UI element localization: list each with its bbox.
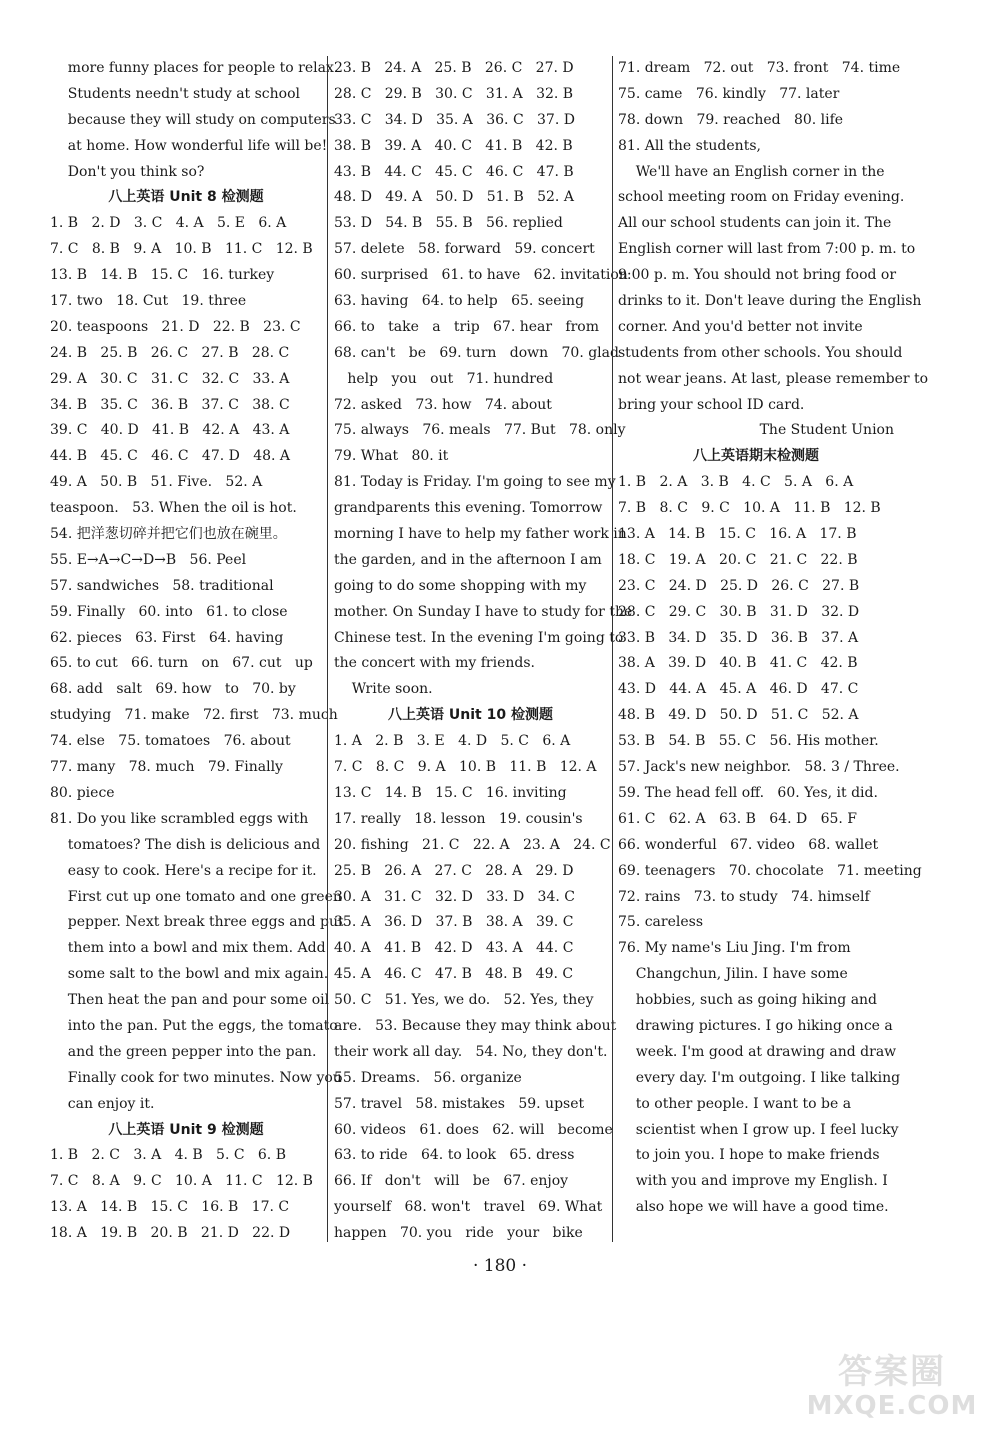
answer-line: 66. wonderful 67. video 68. wallet <box>618 836 879 853</box>
answer-line: morning I have to help my father work in <box>334 526 627 543</box>
answer-line: 13. C 14. B 15. C 16. inviting <box>334 784 567 801</box>
section-heading: 八上英语 Unit 9 检测题 <box>108 1121 264 1138</box>
answer-line: tomatoes? The dish is delicious and <box>50 836 321 853</box>
answer-line: 75. always 76. meals 77. But 78. only <box>334 422 626 439</box>
answer-line: 48. D 49. A 50. D 51. B 52. A <box>334 189 574 206</box>
answer-line: Write soon. <box>334 681 433 698</box>
answer-line: studying 71. make 72. first 73. much <box>50 707 338 724</box>
answer-line: 28. C 29. C 30. B 31. D 32. D <box>618 603 860 620</box>
answer-line: can enjoy it. <box>50 1095 155 1112</box>
answer-line: some salt to the bowl and mix again. <box>50 966 329 983</box>
answer-line: 40. A 41. B 42. D 43. A 44. C <box>334 940 574 957</box>
answer-line: 23. B 24. A 25. B 26. C 27. D <box>334 60 574 76</box>
watermark-logo <box>802 1352 982 1424</box>
answer-line: 20. fishing 21. C 22. A 23. A 24. C <box>334 836 611 853</box>
answer-line: 66. to take a trip 67. hear from <box>334 318 600 335</box>
answer-line: happen 70. you ride your bike <box>334 1225 583 1242</box>
answer-line: 81. Today is Friday. I'm going to see my <box>334 474 616 491</box>
answer-line: pepper. Next break three eggs and put <box>50 914 344 931</box>
answer-line: 81. Do you like scrambled eggs with <box>50 810 309 827</box>
answer-line: 33. C 34. D 35. A 36. C 37. D <box>334 111 575 128</box>
answer-line: 60. surprised 61. to have 62. invitation <box>334 267 628 284</box>
answer-line: 68. add salt 69. how to 70. by <box>50 681 296 698</box>
answer-line: their work all day. 54. No, they don't. <box>334 1043 608 1060</box>
answer-line: 65. to cut 66. turn on 67. cut up <box>50 655 313 672</box>
answer-line: 80. piece <box>50 784 115 801</box>
answer-line: 38. A 39. D 40. B 41. C 42. B <box>618 655 858 672</box>
answer-line: school meeting room on Friday evening. <box>618 189 905 206</box>
answer-line: the garden, and in the afternoon I am <box>334 551 602 568</box>
answer-line: 20. teaspoons 21. D 22. B 23. C <box>50 318 301 335</box>
answer-line: English corner will last from 7:00 p. m. to <box>618 241 916 258</box>
answer-line: Then heat the pan and pour some oil <box>50 992 330 1009</box>
answer-line: with you and improve my English. I <box>618 1173 888 1190</box>
answer-line: 13. A 14. B 15. C 16. B 17. C <box>50 1199 290 1216</box>
section-heading: 八上英语期末检测题 <box>693 448 819 465</box>
answer-line: 81. All the students, <box>618 137 761 154</box>
answer-line: 1. B 2. C 3. A 4. B 5. C 6. B <box>50 1147 286 1164</box>
answer-line: 7. B 8. C 9. C 10. A 11. B 12. B <box>618 500 881 517</box>
answer-line: 13. B 14. B 15. C 16. turkey <box>50 267 275 284</box>
answer-line: 7. C 8. A 9. C 10. A 11. C 12. B <box>50 1173 313 1190</box>
answer-line: 38. B 39. A 40. C 41. B 42. B <box>334 137 573 154</box>
answer-line: them into a bowl and mix them. Add <box>50 940 326 957</box>
answer-line: drawing pictures. I go hiking once a <box>618 1017 893 1034</box>
answer-line: Changchun, Jilin. I have some <box>618 966 848 983</box>
answer-line: 18. A 19. B 20. B 21. D 22. D <box>50 1225 291 1242</box>
answer-line: grandparents this evening. Tomorrow <box>334 500 603 517</box>
answer-line: going to do some shopping with my <box>334 577 587 594</box>
answer-line: because they will study on computers <box>50 111 336 128</box>
column-middle <box>334 56 633 1247</box>
answer-line: 71. dream 72. out 73. front 74. time <box>618 60 901 76</box>
answer-line: 53. B 54. B 55. C 56. His mother. <box>618 733 879 750</box>
section-heading: 八上英语 Unit 8 检测题 <box>108 189 264 206</box>
answer-line: more funny places for people to relax. <box>50 60 339 76</box>
answer-line: 75. careless <box>618 914 704 931</box>
column-right <box>618 56 929 1221</box>
answer-line: drinks to it. Don't leave during the English <box>618 293 922 310</box>
answer-line: 62. pieces 63. First 64. having <box>50 629 284 646</box>
answer-line: All our school students can join it. The <box>618 215 892 232</box>
signature-line: The Student Union <box>759 422 894 439</box>
answer-line: 35. A 36. D 37. B 38. A 39. C <box>334 914 574 931</box>
answer-line: 7. C 8. B 9. A 10. B 11. C 12. B <box>50 241 313 258</box>
answer-line: at home. How wonderful life will be! <box>50 137 328 154</box>
answer-line: 61. C 62. A 63. B 64. D 65. F <box>618 810 858 827</box>
answer-line: Don't you think so? <box>50 163 205 180</box>
answer-line: hobbies, such as going hiking and <box>618 992 878 1009</box>
answer-line: 1. B 2. D 3. C 4. A 5. E 6. A <box>50 215 287 232</box>
answer-line: 59. The head fell off. 60. Yes, it did. <box>618 784 878 801</box>
answer-line: mother. On Sunday I have to study for the <box>334 603 633 620</box>
column-divider <box>327 56 328 1242</box>
answer-line: yourself 68. won't travel 69. What <box>334 1199 603 1216</box>
answer-line: 7. C 8. C 9. A 10. B 11. B 12. A <box>334 759 597 776</box>
answer-line: and the green pepper into the pan. <box>50 1043 317 1060</box>
section-heading: 八上英语 Unit 10 检测题 <box>388 707 553 724</box>
answer-line: to other people. I want to be a <box>618 1095 852 1112</box>
answer-line: 79. What 80. it <box>334 448 449 465</box>
answer-line: 72. asked 73. how 74. about <box>334 396 552 413</box>
answer-line: 17. two 18. Cut 19. three <box>50 293 247 310</box>
answer-line: 33. B 34. D 35. D 36. B 37. A <box>618 629 859 646</box>
answer-line: 45. A 46. C 47. B 48. B 49. C <box>334 966 574 983</box>
answer-line: 29. A 30. C 31. C 32. C 33. A <box>50 370 290 387</box>
answer-line: 59. Finally 60. into 61. to close <box>50 603 288 620</box>
answer-line: Finally cook for two minutes. Now you <box>50 1069 342 1086</box>
answer-line: 74. else 75. tomatoes 76. about <box>50 733 291 750</box>
answer-line: 1. A 2. B 3. E 4. D 5. C 6. A <box>334 733 571 750</box>
answer-line: Students needn't study at school <box>50 85 300 102</box>
answer-line: 63. having 64. to help 65. seeing <box>334 293 585 310</box>
answer-line: 76. My name's Liu Jing. I'm from <box>618 940 851 957</box>
answer-line: easy to cook. Here's a recipe for it. <box>50 862 317 879</box>
answer-line: the concert with my friends. <box>334 655 535 672</box>
answer-line: 18. C 19. A 20. C 21. C 22. B <box>618 551 858 568</box>
watermark-site-text: MXQE.COM <box>806 1391 978 1421</box>
page-number: · 180 · <box>472 1256 528 1276</box>
answer-line: corner. And you'd better not invite <box>618 318 863 335</box>
answer-line: 23. C 24. D 25. D 26. C 27. B <box>618 577 860 594</box>
answer-line: We'll have an English corner in the <box>618 163 885 180</box>
answer-line: 57. sandwiches 58. traditional <box>50 577 274 594</box>
answer-line: 48. B 49. D 50. D 51. C 52. A <box>618 707 859 724</box>
answer-line: bring your school ID card. <box>618 396 805 413</box>
answer-line: every day. I'm outgoing. I like talking <box>618 1069 901 1086</box>
answer-line: 28. C 29. B 30. C 31. A 32. B <box>334 85 574 102</box>
answer-line: not wear jeans. At last, please remember to <box>618 370 929 387</box>
answer-line: 57. delete 58. forward 59. concert <box>334 241 595 258</box>
watermark-logo-icon: 答案圈 <box>838 1352 946 1392</box>
answer-line: students from other schools. You should <box>618 344 903 361</box>
column-divider <box>612 56 613 1242</box>
answer-line: 78. down 79. reached 80. life <box>618 111 844 128</box>
answer-line: into the pan. Put the eggs, the tomato <box>50 1017 338 1034</box>
answer-line: 50. C 51. Yes, we do. 52. Yes, they <box>334 992 594 1009</box>
answer-line: help you out 71. hundred <box>334 370 554 387</box>
answer-line: 30. A 31. C 32. D 33. D 34. C <box>334 888 575 905</box>
answer-line: 24. B 25. B 26. C 27. B 28. C <box>50 344 290 361</box>
answer-line: to join you. I hope to make friends <box>618 1147 880 1164</box>
answer-line: 60. videos 61. does 62. will become <box>334 1121 613 1138</box>
answer-line: also hope we will have a good time. <box>618 1199 889 1216</box>
answer-line: 55. E→A→C→D→B 56. Peel <box>50 551 247 568</box>
answer-line: 72. rains 73. to study 74. himself <box>618 888 870 905</box>
answer-line: week. I'm good at drawing and draw <box>618 1043 897 1060</box>
answer-line: 34. B 35. C 36. B 37. C 38. C <box>50 396 290 413</box>
answer-line: are. 53. Because they may think about <box>334 1017 617 1034</box>
answer-line: 1. B 2. A 3. B 4. C 5. A 6. A <box>618 474 854 491</box>
answer-line: 54. 把洋葱切碎并把它们也放在碗里。 <box>50 526 287 543</box>
answer-line: 57. Jack's new neighbor. 58. 3 / Three. <box>618 759 900 776</box>
answer-line: 77. many 78. much 79. Finally <box>50 759 283 776</box>
answer-line: 39. C 40. D 41. B 42. A 43. A <box>50 422 290 439</box>
answer-line: teaspoon. 53. When the oil is hot. <box>50 500 297 517</box>
answer-line: 44. B 45. C 46. C 47. D 48. A <box>50 448 291 465</box>
answer-line: scientist when I grow up. I feel lucky <box>618 1121 899 1138</box>
answer-line: 9:00 p. m. You should not bring food or <box>618 267 897 284</box>
answer-line: 43. B 44. C 45. C 46. C 47. B <box>334 163 574 180</box>
answer-line: 25. B 26. A 27. C 28. A 29. D <box>334 862 574 879</box>
answer-line: 43. D 44. A 45. A 46. D 47. C <box>618 681 859 698</box>
answer-line: Chinese test. In the evening I'm going to <box>334 629 624 646</box>
answer-line: 68. can't be 69. turn down 70. glad <box>334 344 619 361</box>
column-left <box>50 56 344 1247</box>
answer-line: First cut up one tomato and one green <box>50 888 342 905</box>
answer-line: 13. A 14. B 15. C 16. A 17. B <box>618 526 857 543</box>
answer-line: 55. Dreams. 56. organize <box>334 1069 522 1086</box>
answer-line: 17. really 18. lesson 19. cousin's <box>334 810 583 827</box>
answer-line: 75. came 76. kindly 77. later <box>618 85 840 102</box>
answer-line: 66. If don't will be 67. enjoy <box>334 1173 569 1190</box>
answer-line: 63. to ride 64. to look 65. dress <box>334 1147 575 1164</box>
answer-line: 69. teenagers 70. chocolate 71. meeting <box>618 862 922 879</box>
answer-line: 53. D 54. B 55. B 56. replied <box>334 215 563 232</box>
answer-line: 49. A 50. B 51. Five. 52. A <box>50 474 263 491</box>
answer-line: 57. travel 58. mistakes 59. upset <box>334 1095 585 1112</box>
